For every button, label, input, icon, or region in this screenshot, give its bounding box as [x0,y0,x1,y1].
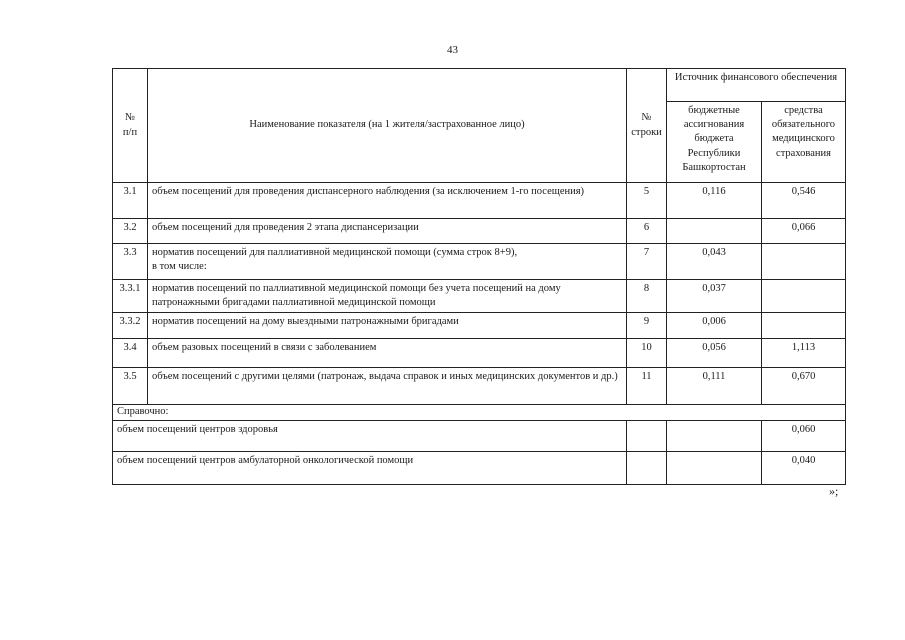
reference-budget [667,451,762,484]
reference-budget [667,420,762,451]
row-number: 5 [627,183,667,219]
row-name: объем посещений с другими целями (патронаж, выдача справок и иных медицинских документов и др.) [148,368,627,405]
row-budget: 0,056 [667,339,762,368]
table-row [113,339,846,368]
row-name: норматив посещений на дому выездными патронажными бригадами [148,313,627,339]
row-number: 7 [627,244,667,280]
row-oms: 0,066 [762,219,846,244]
row-oms [762,280,846,313]
header-name: Наименование показателя (на 1 жителя/застрахованное лицо) [148,69,627,183]
reference-name: объем посещений центров амбулаторной онкологической помощи [113,451,627,484]
row-oms [762,244,846,280]
row-oms [762,313,846,339]
reference-row [113,451,846,484]
table-row [113,219,846,244]
header-num: № п/п [113,69,148,183]
row-oms: 0,670 [762,368,846,405]
table-row [113,368,846,405]
row-num: 3.3 [113,244,148,280]
row-name: объем разовых посещений в связи с заболеванием [148,339,627,368]
row-budget: 0,037 [667,280,762,313]
row-num: 3.1 [113,183,148,219]
reference-oms: 0,060 [762,420,846,451]
table-row [113,244,846,280]
financing-table [112,68,846,485]
table-row [113,280,846,313]
reference-label: Справочно: [113,405,846,420]
row-number: 6 [627,219,667,244]
row-name: объем посещений для проведения диспансерного наблюдения (за исключением 1-го посещения) [148,183,627,219]
row-name: объем посещений для проведения 2 этапа диспансеризации [148,219,627,244]
header-source: Источник финансового обеспечения [667,69,846,102]
table-row [113,313,846,339]
row-number: 10 [627,339,667,368]
row-number: 8 [627,280,667,313]
row-name: норматив посещений для паллиативной медицинской помощи (сумма строк 8+9), в том числе: [148,244,627,280]
closing-quote: »; [829,484,839,498]
row-oms: 1,113 [762,339,846,368]
row-budget [667,219,762,244]
row-budget: 0,006 [667,313,762,339]
row-budget: 0,111 [667,368,762,405]
row-oms: 0,546 [762,183,846,219]
row-name: норматив посещений по паллиативной медицинской помощи без учета посещений на дому патронажными бригадами паллиативной медицинской помощи [148,280,627,313]
header-oms: средства обязательного медицинского страхования [762,102,846,183]
page-number: 43 [447,44,458,56]
header-row-no: № строки [627,69,667,183]
row-num: 3.5 [113,368,148,405]
row-num: 3.3.1 [113,280,148,313]
row-budget: 0,043 [667,244,762,280]
table-row [113,183,846,219]
row-number: 9 [627,313,667,339]
row-budget: 0,116 [667,183,762,219]
reference-oms: 0,040 [762,451,846,484]
header-budget: бюджетные ассигнования бюджета Республики Башкортостан [667,102,762,183]
row-number: 11 [627,368,667,405]
row-num: 3.3.2 [113,313,148,339]
row-num: 3.2 [113,219,148,244]
reference-row [113,420,846,451]
reference-row-number [627,451,667,484]
reference-name: объем посещений центров здоровья [113,420,627,451]
row-num: 3.4 [113,339,148,368]
reference-row-number [627,420,667,451]
